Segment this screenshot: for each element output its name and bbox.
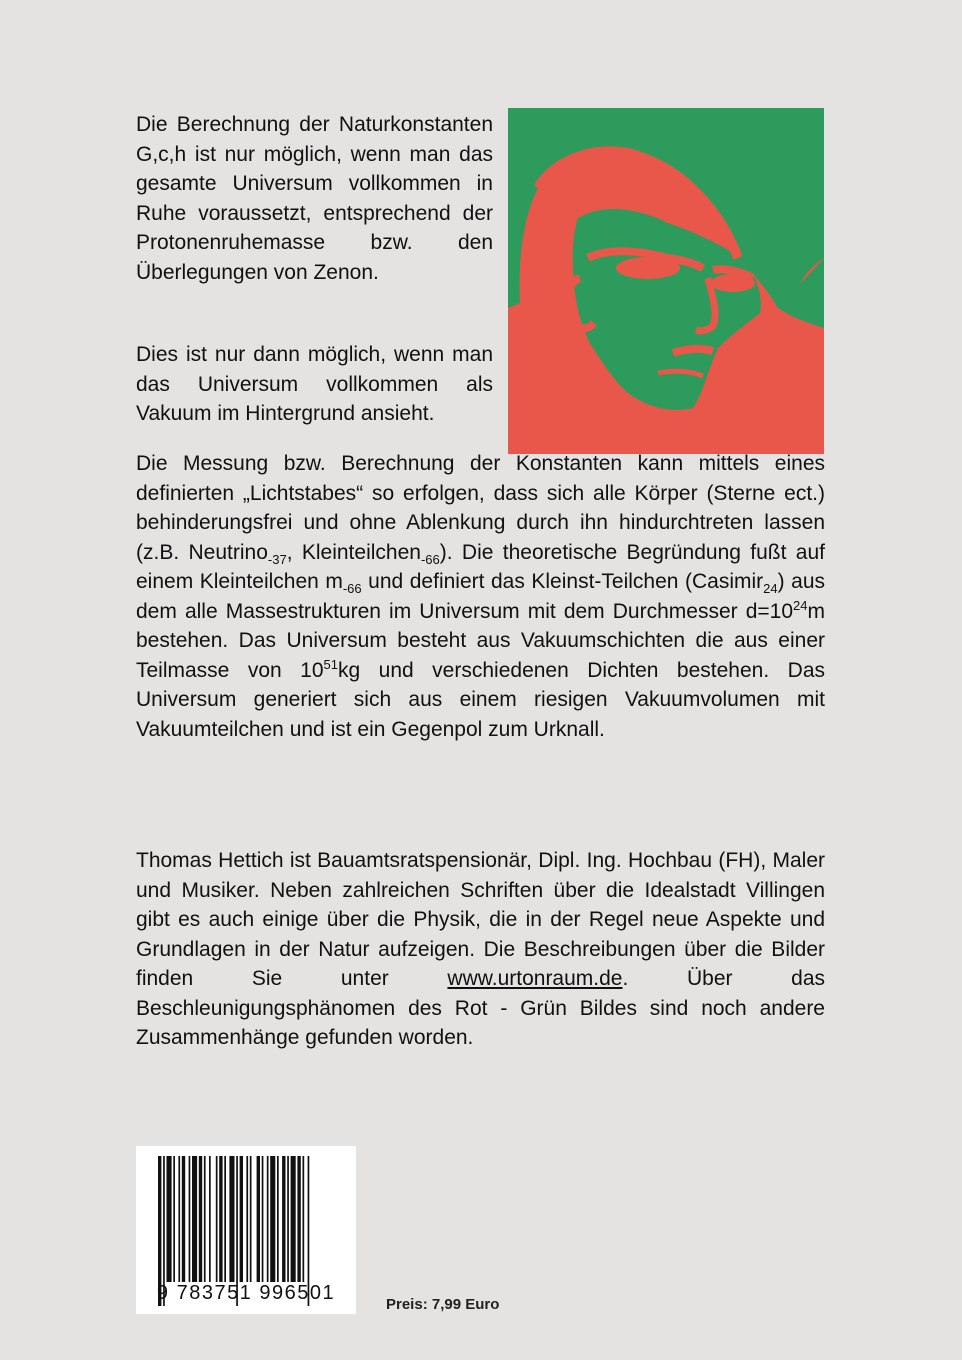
subscript: -37 — [267, 551, 287, 567]
barcode-bar — [204, 1156, 206, 1282]
measurement-paragraph — [136, 449, 825, 744]
barcode-bar — [277, 1156, 279, 1282]
barcode-bar — [257, 1156, 260, 1282]
author-bio — [136, 846, 825, 1053]
barcode-bar — [303, 1156, 305, 1282]
bio-part: . Über das Beschleunigungsphänomen des Rot - Grün Bildes sind noch andere Zusammenhänge gefunden worden. — [136, 967, 826, 1049]
barcode-bar — [287, 1156, 289, 1282]
barcode-bar — [270, 1156, 275, 1282]
subscript: 24 — [763, 581, 778, 597]
measurement-part: und definiert das Kleinst-Teilchen (Casimir — [361, 570, 764, 593]
barcode-bar — [250, 1156, 252, 1282]
barcode-bar — [173, 1156, 175, 1282]
subscript: -66 — [420, 551, 440, 567]
barcode-bar — [209, 1156, 211, 1282]
barcode-bar — [246, 1156, 248, 1282]
barcode-bar — [192, 1156, 197, 1282]
barcode-bar — [267, 1156, 269, 1282]
vacuum-paragraph — [136, 340, 493, 429]
portrait-icon — [508, 108, 824, 454]
isbn-number: 9 783751 996501 — [156, 1282, 336, 1304]
barcode-bar — [219, 1156, 222, 1282]
portrait-painting — [508, 108, 824, 454]
barcode-bar — [224, 1156, 226, 1282]
superscript: 24 — [793, 597, 808, 613]
superscript: 51 — [323, 656, 339, 672]
author-bio-text — [136, 846, 825, 1053]
barcode-bar — [229, 1156, 234, 1282]
measurement-lead: Die Messung bzw. Berechnung der Konstanten kann mittels eines definierten „Lichtstabes“ so erfolgen, dass sich alle Körper (Sterne ect.) behinderungsfrei und ohne Ablenkung durch ihn hindurchtreten lassen (z.B. Neutrino — [136, 452, 825, 564]
measurement-part: ). Die theoretische Begründung fußt auf einem Kleinteilchen m — [136, 540, 825, 593]
measurement-part: ) aus dem alle Massestrukturen im Universum mit dem Durchmesser d=10 — [136, 570, 826, 623]
barcode-bar — [189, 1156, 191, 1282]
measurement-part: , Kleinteilchen — [286, 540, 421, 564]
subscript: -66 — [342, 581, 362, 597]
measurement-text — [136, 449, 825, 744]
barcode — [136, 1146, 356, 1314]
barcode-bar — [216, 1156, 218, 1282]
barcode-bar — [199, 1156, 202, 1282]
intro-text: Die Berechnung der Naturkonstanten G,c,h ist nur möglich, wenn man das gesamte Universum vollkommen in Ruhe voraussetzt, entsprechend der Protonenruhemasse bzw. den Überlegungen von Zenon. — [136, 113, 493, 284]
barcode-bar — [297, 1156, 300, 1282]
barcode-bar — [291, 1156, 296, 1282]
measurement-part: kg und verschiedenen Dichten bestehen. Das Universum generiert sich aus einem riesigen Vakuumvolumen mit Vakuumteilchen und ist ein Gegenpol zum Urknall. — [136, 658, 826, 741]
barcode-bar — [182, 1156, 185, 1282]
barcode-bar — [167, 1156, 172, 1282]
barcode-bar — [282, 1156, 285, 1282]
measurement-part: m bestehen. Das Universum besteht aus Vakuumschichten die aus einer Teilmasse von 10 — [136, 599, 825, 682]
bio-part: Thomas Hettich ist Bauamtsratspensionär, Dipl. Ing. Hochbau (FH), Maler und Musiker. Neben zahlreichen Schriften über die Idealstadt Villingen gibt es auch einige über die Physik, die in der Regel neue Aspekte und Grundlagen in der Natur aufzeigen. Die Beschreibungen über die Bilder finden Sie unter — [136, 849, 825, 990]
barcode-bar — [240, 1156, 243, 1282]
vacuum-text: Dies ist nur dann möglich, wenn man das Universum vollkommen als Vakuum im Hintergrund ansieht. — [136, 343, 493, 425]
intro-paragraph — [136, 110, 493, 287]
website-link[interactable]: www.urtonraum.de — [447, 967, 623, 990]
barcode-bar — [178, 1156, 180, 1282]
price-label: Preis: 7,99 Euro — [386, 1296, 500, 1313]
barcode-bar — [262, 1156, 264, 1282]
